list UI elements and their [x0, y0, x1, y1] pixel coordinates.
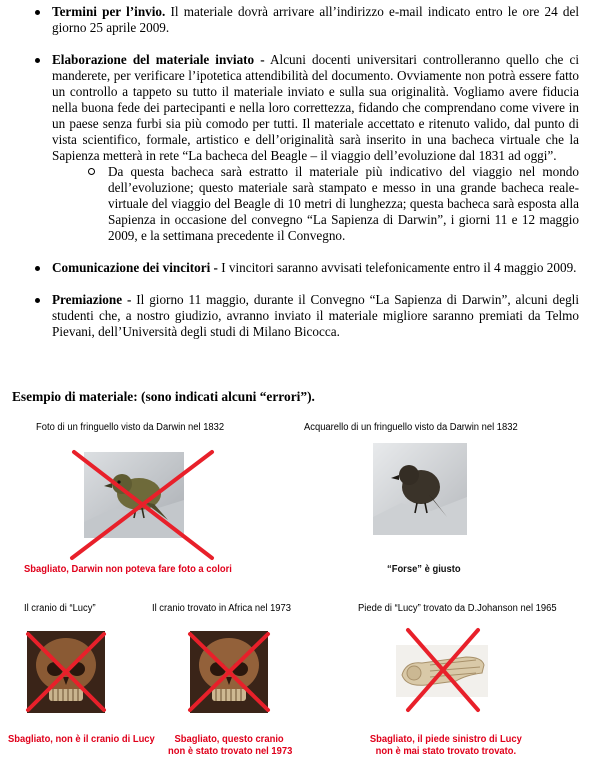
bullet-dot-icon	[35, 266, 40, 271]
bullet-dot-icon	[35, 10, 40, 15]
finch-watercolor-image	[373, 443, 467, 535]
hollow-circle-bullet-icon	[88, 168, 95, 175]
list-item-premiazione	[0, 292, 600, 340]
lucy-foot-image	[396, 645, 488, 697]
list-item-termini	[0, 4, 600, 36]
finch-photo-image	[84, 452, 184, 538]
list-item-vincitori	[0, 260, 600, 276]
africa-skull-caption: Il cranio trovato in Africa nel 1973	[152, 603, 292, 614]
list-item-text: Elaborazione del materiale inviato - Alcuni docenti universitari controlleranno quello che ci manderete, per verificare l’ipotetica attendibilità del documento. Ovviamente non potrà essere fatto un controllo a tappeto su tutto il materiale inviato e sulla sua originalità. Vogliamo avere fiducia nella buona fede dei partecipanti e nella loro correttezza, fidando che comprendano come vivere in un paese senza furbi sia più comodo per tutti. Il materiale accettato e ritenuto valido, dal punto di vista scientifico, formale, artistico e dell’originalità sarà inserito in una bacheca virtuale che la Sapienza metterà in rete “La bacheca del Beagle – il viaggio dell’evoluzione dal 1831 ad oggi”.	[52, 52, 580, 163]
bullet-dot-icon	[35, 298, 40, 303]
lucy-skull-image	[27, 631, 105, 713]
finch-photo-caption: Foto di un fringuello visto da Darwin nel 1832	[36, 422, 225, 433]
rules-list	[0, 4, 600, 340]
finch-watercolor-verdict: “Forse” è giusto	[387, 564, 461, 575]
example-heading: Esempio di materiale: (sono indicati alcuni “errori”).	[12, 389, 315, 404]
list-item-title: Comunicazione dei vincitori -	[52, 260, 218, 275]
sub-list-item	[0, 164, 600, 244]
list-item-title: Elaborazione del materiale inviato -	[52, 52, 265, 67]
lucy-foot-caption: Piede di “Lucy” trovato da D.Johanson nel 1965	[358, 603, 557, 614]
bullet-dot-icon	[35, 58, 40, 63]
lucy-foot-verdict: Sbagliato, il piede sinistro di Lucy non è mai stato trovato trovato.	[369, 734, 522, 757]
list-item-elaborazione	[0, 52, 600, 244]
list-item-text: Premiazione - Il giorno 11 maggio, durante il Convegno “La Sapienza di Darwin”, alcuni degli studenti che, a nostro giudizio, avranno inviato il materiale migliore saranno premiati da Telmo Pievani, dell’Università degli studi di Milano Bicocca.	[52, 292, 579, 339]
list-item-title: Termini per l’invio.	[52, 4, 166, 19]
africa-skull-verdict: Sbagliato, questo cranio non è stato trovato nel 1973	[168, 734, 293, 757]
list-item-text: Termini per l’invio. Il materiale dovrà arrivare all’indirizzo e-mail indicato entro le ore 24 del giorno 25 aprile 2009.	[52, 4, 579, 35]
sub-list-item-text: Da questa bacheca sarà estratto il materiale più indicativo del viaggio nel mondo dell’evoluzione; questo materiale sarà stampato e messo in una grande bacheca reale-virtuale del viaggio del Beagle di 10 metri di lunghezza; questa bacheca sarà esposta alla Sapienza in occasione del convegno “La Sapienza di Darwin”, i giorni 11 e 12 maggio 2009, e la settimana precedente il Convegno.	[108, 164, 579, 243]
finch-watercolor-caption: Acquarello di un fringuello visto da Darwin nel 1832	[304, 422, 518, 433]
lucy-skull-caption: Il cranio di “Lucy”	[24, 603, 96, 614]
africa-skull-image	[190, 631, 268, 713]
finch-photo-verdict: Sbagliato, Darwin non poteva fare foto a colori	[24, 564, 232, 575]
list-item-text: Comunicazione dei vincitori - I vincitori saranno avvisati telefonicamente entro il 4 maggio 2009.	[52, 260, 577, 275]
lucy-skull-verdict: Sbagliato, non è il cranio di Lucy	[8, 734, 155, 745]
list-item-title: Premiazione -	[52, 292, 132, 307]
